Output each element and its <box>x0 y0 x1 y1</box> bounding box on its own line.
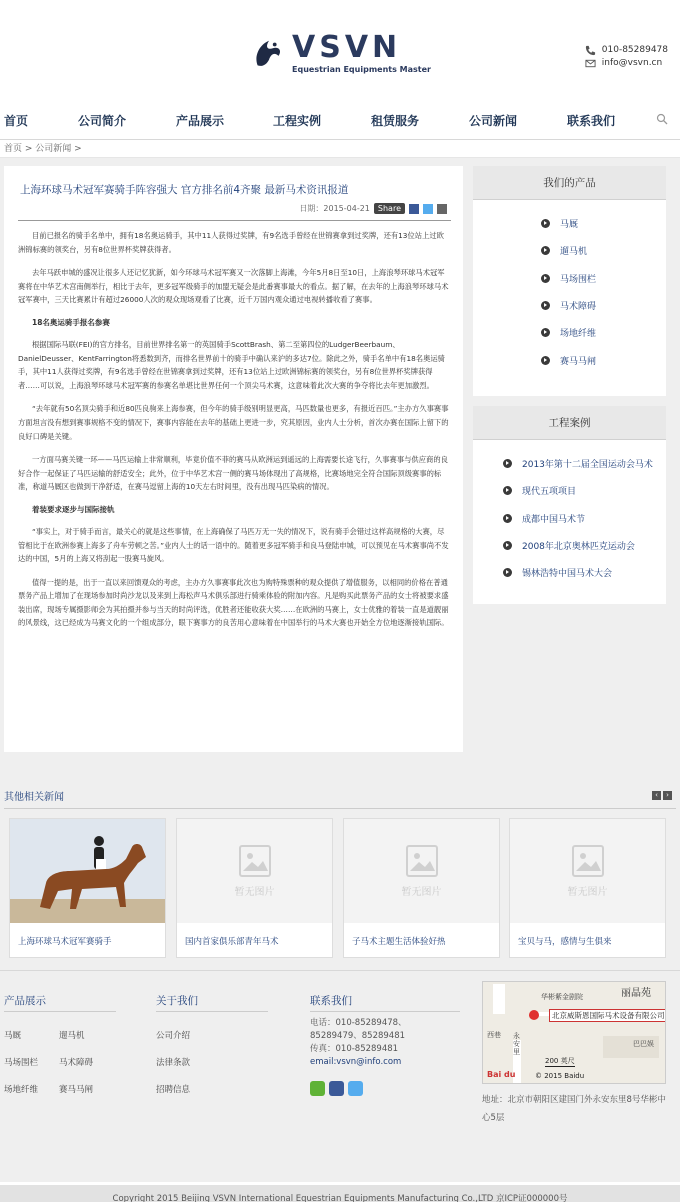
sidebar-case-label: 2008年北京奥林匹克运动会 <box>522 542 635 553</box>
footer-contact-title: 联系我们 <box>310 995 352 1007</box>
related-card-title: 子马术主题生活体验好热 <box>352 937 446 947</box>
sidebar-product-item[interactable] <box>473 319 666 346</box>
logo-tagline: Equestrian Equipments Master <box>292 65 431 74</box>
bullet-arrow-icon <box>541 356 550 365</box>
search-icon[interactable] <box>656 113 668 125</box>
article-divider <box>18 220 451 221</box>
footer-product-link[interactable]: 马厩 <box>4 1031 22 1041</box>
sidebar-product-label: 场地纤维 <box>560 329 597 340</box>
related-card[interactable] <box>176 818 333 958</box>
related-pager <box>652 791 672 800</box>
related-card-title: 宝贝与马，感情与生俱来 <box>518 937 612 947</box>
footer-contact-info <box>310 1017 407 1069</box>
header-email[interactable]: info@vsvn.cn <box>601 58 663 68</box>
sidebar-product-item[interactable] <box>473 237 666 264</box>
bullet-arrow-icon <box>541 328 550 337</box>
footer-about-link[interactable]: 法律条款 <box>156 1058 191 1068</box>
header-phone: 010-85289478 <box>601 45 668 55</box>
related-divider <box>4 808 676 809</box>
image-placeholder-icon <box>572 845 604 877</box>
article-paragraph: 目前已报名的骑手名单中，拥有18名奥运骑手，其中11人获得过奖牌，有9名选手曾经在世锦赛拿到过奖牌，还有13位站上过欧洲锦标赛的领奖台，另有8位世界杯奖牌获得者。 <box>18 231 444 254</box>
sidebar-product-item[interactable] <box>473 346 666 373</box>
article-paragraph: 根据国际马联(FEI)的官方排名，目前世界排名第一的英国骑手ScottBrash、第二至第四位的LudgerBeerbaum、DanielDeusser、KentFarrington将悉数到齐，而排名世界前十的骑手中确认来沪的多达7位。除此之外，骑手名单中有18名奥运骑手，其中11人获得过奖牌，有9名选手曾经在世锦赛拿到过奖牌，还有13位站上过欧洲锦标赛的领奖台，另有8位世界杯奖牌获得者……可以说，上海浪琴环球马术冠军赛的参赛名单堪比世界任何一个顶尖马术赛，这意味着此次大赛的争夺将比去年更加激烈。 <box>18 339 445 390</box>
map-company-label: 北京威斯恩国际马术设备有限公司 <box>549 1009 666 1022</box>
related-card[interactable] <box>343 818 500 958</box>
map-road-label: 西巷 <box>487 1031 501 1039</box>
placeholder-image <box>510 819 665 923</box>
related-card-title: 上海环球马术冠军赛骑手 <box>18 937 112 947</box>
sidebar-case-item[interactable] <box>473 505 666 532</box>
bullet-arrow-icon <box>503 541 512 550</box>
sidebar-cases-title: 工程案例 <box>473 406 666 440</box>
map-road-label: 永安里 <box>513 1032 520 1056</box>
print-icon[interactable] <box>437 204 447 214</box>
facebook-icon[interactable] <box>329 1081 344 1096</box>
nav-projects[interactable]: 工程实例 <box>273 114 322 128</box>
placeholder-image <box>344 819 499 923</box>
main-nav <box>0 100 680 140</box>
article-paragraph: 值得一提的是，出于一直以来回馈观众的考虑，主办方久事赛事此次也为购特殊票种的观众提供了增值服务，以相同的价格在普通票务产品上增加了在现场参加时尚沙龙以及来到上海松声马术俱乐部进行骑乘体验的附加内容。凡是购买此票务产品的女士将被要求盛装出席，现场专属摄影师会为其拍摄并参与当天的时尚评选，优胜者还能收获大奖……在欧洲的马赛上，女士优雅的着装一直是道靓丽的风景线，这已经成为马赛文化的一个组成部分，眼下赛事方的良苦用心意味着在中国举行的马术大赛也开始全方位地逐渐接轨国际。 <box>18 577 449 628</box>
bullet-arrow-icon <box>503 459 512 468</box>
article-paragraph: “去年就有50名顶尖骑手和近80匹良驹来上海参赛，但今年的骑手级别明显更高，马匹数量也更多，有报近百匹。”主办方久事赛事方面坦言没有想到赛事规格不变的情况下，赛事内容能在去年的基础上更进一步，究其原因，业内人士分析，首次办赛在国际上留下的良好口碑是关键。 <box>18 404 449 441</box>
site-header <box>0 0 680 100</box>
sidebar-cases <box>473 406 666 604</box>
article <box>4 166 463 752</box>
footer-about-link[interactable]: 招聘信息 <box>156 1085 191 1095</box>
wechat-icon[interactable] <box>310 1081 325 1096</box>
footer-tel: 电话：010-85289478、 <box>310 1018 407 1028</box>
sidebar-case-item[interactable] <box>473 477 666 504</box>
nav-about[interactable]: 公司简介 <box>78 114 127 128</box>
sidebar-case-item[interactable] <box>473 559 666 586</box>
horse-logo-icon <box>250 34 288 74</box>
article-title: 上海环球马术冠军赛骑手阵容强大 官方排名前4齐聚 最新马术资讯报道 <box>20 184 349 196</box>
sidebar-product-label: 马场围栏 <box>560 274 597 285</box>
copyright-bar: Copyright 2015 Beijing VSVN International Equestrian Equipments Manufacturing Co.,LTD 京ICP证000000号 <box>0 1185 680 1202</box>
no-image-text: 暂无图片 <box>401 887 442 898</box>
sidebar-case-item[interactable] <box>473 450 666 477</box>
site-footer <box>0 970 680 1202</box>
map-road-label: 巴巴娱 <box>633 1040 654 1048</box>
article-subhead: 18名奥运骑手报名参赛 <box>32 317 110 327</box>
footer-fax: 传真：010-85289481 <box>310 1044 399 1054</box>
article-paragraph: 一方面马赛关键一环——马匹运输上非常顺利，毕竟价值不菲的赛马从欧洲运到遥远的上海需要长途飞行，久事赛事与供应商的良好合作一起保证了马匹运输的舒适安全；此外，位于中华艺术宫一侧的赛马场体现出了高规格，比赛场地完全符合国际顶级赛事的标准，称道马厩区也做到干净舒适，在赛马逗留上海的10天左右时间里，没有出现马匹染病的情况。 <box>18 455 448 492</box>
facebook-icon[interactable] <box>409 204 419 214</box>
phone-icon <box>585 45 596 56</box>
map-copyright: © 2015 Baidu <box>535 1072 585 1080</box>
footer-divider <box>310 1011 460 1012</box>
footer-product-link[interactable]: 遛马机 <box>59 1031 85 1041</box>
related-card-title: 国内首家俱乐部青年马术 <box>185 937 279 947</box>
mail-icon <box>585 58 596 69</box>
header-contact <box>585 44 668 70</box>
sidebar-case-label: 锡林浩特中国马术大会 <box>522 569 613 580</box>
article-subhead: 着装要求逐步与国际接轨 <box>32 504 115 514</box>
article-paragraph: 去年马跃申城的盛况让很多人还记忆犹新，如今环球马术冠军赛又一次落脚上海滩，今年5月8日至10日，上海浪琴环球马术冠军赛将在中华艺术宫南侧举行，相比于去年，更多冠军级骑手的加盟无疑会是此番赛事最大的看点。据了解，在去年的上海浪琴环球马术冠军赛中，三天比赛累计有超过26000人次的观众现场观看了比赛，近千万国内观众通过电视转播收看了赛事。 <box>18 268 449 305</box>
twitter-icon[interactable] <box>348 1081 363 1096</box>
related-news-title: 其他相关新闻 <box>4 792 64 803</box>
footer-email[interactable]: email:vsvn@info.com <box>310 1057 402 1067</box>
bullet-arrow-icon <box>541 301 550 310</box>
nav-products[interactable]: 产品展示 <box>176 114 225 128</box>
footer-about-link[interactable]: 公司介绍 <box>156 1031 191 1041</box>
article-meta <box>18 203 451 214</box>
next-arrow-icon[interactable]: › <box>663 791 672 800</box>
footer-divider <box>4 1011 116 1012</box>
map-place-label: 丽晶苑 <box>621 988 651 999</box>
sidebar-case-label: 2013年第十二届全国运动会马术 <box>522 460 653 471</box>
footer-product-link[interactable]: 赛马马闸 <box>59 1085 94 1095</box>
bullet-arrow-icon <box>541 274 550 283</box>
bullet-arrow-icon <box>503 568 512 577</box>
nav-contact[interactable]: 联系我们 <box>567 114 616 128</box>
nav-news[interactable]: 公司新闻 <box>469 114 518 128</box>
bullet-arrow-icon <box>503 514 512 523</box>
nav-rental[interactable]: 租赁服务 <box>371 114 420 128</box>
main-content <box>0 158 680 778</box>
sidebar-product-item[interactable] <box>473 210 666 237</box>
footer-address: 地址：北京市朝阳区建国门外永安东里8号华彬中心5层 <box>482 1095 666 1123</box>
bullet-arrow-icon <box>541 246 550 255</box>
baidu-logo-icon: Bai du <box>487 1070 516 1079</box>
nav-home[interactable]: 首页 <box>4 114 29 128</box>
sidebar-case-item[interactable] <box>473 532 666 559</box>
footer-tel2: 85289479、85289481 <box>310 1031 406 1041</box>
footer-about-title: 关于我们 <box>156 995 198 1007</box>
footer-products-title: 产品展示 <box>4 995 46 1007</box>
footer-product-link[interactable]: 马场围栏 <box>4 1058 39 1068</box>
article-date: 日期：2015-04-21 <box>299 204 370 213</box>
location-map[interactable] <box>482 981 666 1084</box>
no-image-text: 暂无图片 <box>567 887 608 898</box>
sidebar-product-label: 赛马马闸 <box>560 356 597 367</box>
image-placeholder-icon <box>239 845 271 877</box>
horse-rider-photo <box>10 819 165 923</box>
sidebar-product-label: 马厩 <box>560 220 579 231</box>
bullet-arrow-icon <box>541 219 550 228</box>
map-road-label: 华彬紫金剧院 <box>541 993 583 1001</box>
placeholder-image <box>177 819 332 923</box>
sidebar-product-label: 遛马机 <box>560 247 588 258</box>
footer-social <box>310 1081 363 1096</box>
prev-arrow-icon[interactable]: ‹ <box>652 791 661 800</box>
footer-product-link[interactable]: 场地纤维 <box>4 1085 39 1095</box>
sidebar-case-label: 成都中国马术节 <box>522 514 586 525</box>
logo[interactable] <box>250 32 430 80</box>
map-scale: 200 英尺 <box>545 1057 575 1065</box>
sidebar-products <box>473 166 666 396</box>
sidebar-product-label: 马术障碍 <box>560 302 597 313</box>
twitter-icon[interactable] <box>423 204 433 214</box>
breadcrumb[interactable]: 首页 > 公司新闻 > <box>0 140 680 158</box>
footer-product-link[interactable]: 马术障碍 <box>59 1058 94 1068</box>
image-placeholder-icon <box>406 845 438 877</box>
sidebar-product-item[interactable] <box>473 292 666 319</box>
related-card[interactable] <box>509 818 666 958</box>
share-button[interactable]: Share <box>374 203 405 214</box>
logo-word: VSVN <box>292 30 402 65</box>
article-paragraph: “事实上，对于骑手而言，最关心的就是这些事情，在上海确保了马匹万无一失的情况下，说有骑手会错过这样高规格的大赛，尽管相比于在欧洲参赛上海多了舟车劳顿之苦。”业内人士的话一语中的。随着更多冠军骑手和良马登陆申城，可以预见在马术赛事尚不发达的中国，5月的上海又将刮起一股赛马旋风。 <box>18 526 449 564</box>
sidebar-product-item[interactable] <box>473 265 666 292</box>
bullet-arrow-icon <box>503 486 512 495</box>
footer-divider <box>156 1011 268 1012</box>
sidebar-case-label: 现代五项项目 <box>522 487 577 498</box>
related-card[interactable] <box>9 818 166 958</box>
related-news <box>0 778 680 970</box>
sidebar-products-title: 我们的产品 <box>473 166 666 200</box>
no-image-text: 暂无图片 <box>234 887 275 898</box>
